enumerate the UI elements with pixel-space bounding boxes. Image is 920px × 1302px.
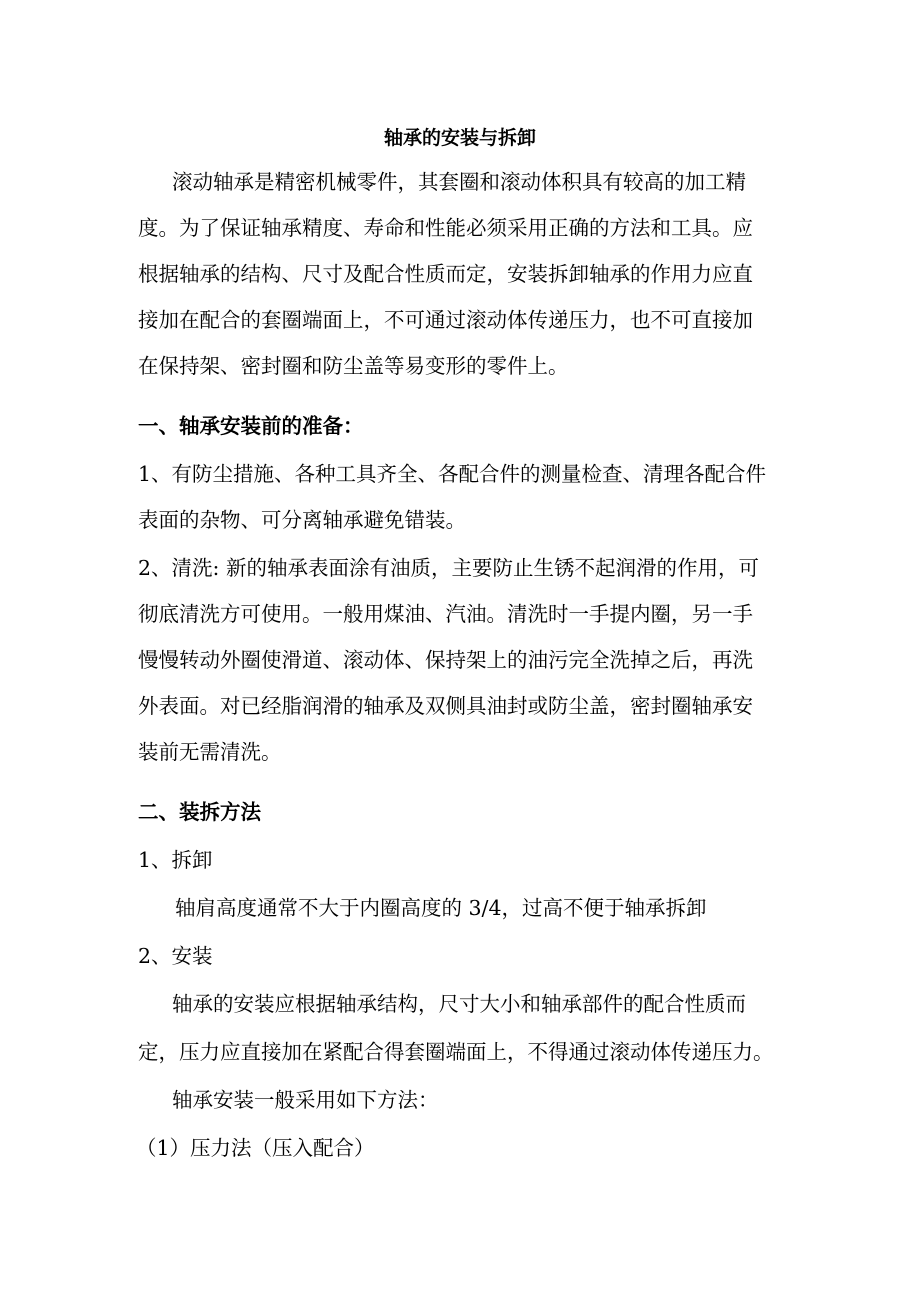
paragraph-line: 轴肩高度通常不大于内圈高度的 3/4，过高不便于轴承拆卸 [175, 896, 707, 920]
paragraph-line: 轴承的安装应根据轴承结构，尺寸大小和轴承部件的配合性质而 [172, 992, 746, 1016]
paragraph-line: 接加在配合的套圈端面上，不可通过滚动体传递压力，也不可直接加 [138, 308, 753, 332]
subsection-heading: 2、安装 [138, 944, 213, 968]
section-heading: 二、装拆方法 [138, 800, 261, 824]
section-heading: 一、轴承安装前的准备： [138, 414, 364, 438]
document-title: 轴承的安装与拆卸 [383, 127, 536, 149]
paragraph-line: 1、有防尘措施、各种工具齐全、各配合件的测量检查、清理各配合件 [138, 462, 767, 486]
paragraph-line: 彻底清洗方可使用。一般用煤油、汽油。清洗时一手提内圈，另一手 [138, 602, 753, 626]
paragraph-line: 滚动轴承是精密机械零件，其套圈和滚动体积具有较高的加工精 [172, 170, 746, 194]
paragraph-line: 表面的杂物、可分离轴承避免错装。 [138, 508, 466, 532]
paragraph-line: 轴承安装一般采用如下方法： [172, 1088, 439, 1112]
paragraph-line: 慢慢转动外圈使滑道、滚动体、保持架上的油污完全洗掉之后，再洗 [138, 648, 753, 672]
paragraph-line: 2、清洗: 新的轴承表面涂有油质，主要防止生锈不起润滑的作用，可 [138, 556, 759, 580]
paragraph-line: 在保持架、密封圈和防尘盖等易变形的零件上。 [138, 354, 569, 378]
paragraph-line: 装前无需清洗。 [138, 740, 282, 764]
paragraph-line: 外表面。对已经脂润滑的轴承及双侧具油封或防尘盖，密封圈轴承安 [138, 694, 753, 718]
paragraph-line: 度。为了保证轴承精度、寿命和性能必须采用正确的方法和工具。应 [138, 216, 753, 240]
subsection-heading: 1、拆卸 [138, 848, 213, 872]
paragraph-line: （1）压力法（压入配合） [136, 1136, 375, 1160]
paragraph-line: 根据轴承的结构、尺寸及配合性质而定，安装拆卸轴承的作用力应直 [138, 262, 753, 286]
paragraph-line: 定，压力应直接加在紧配合得套圈端面上，不得通过滚动体传递压力。 [138, 1040, 774, 1064]
